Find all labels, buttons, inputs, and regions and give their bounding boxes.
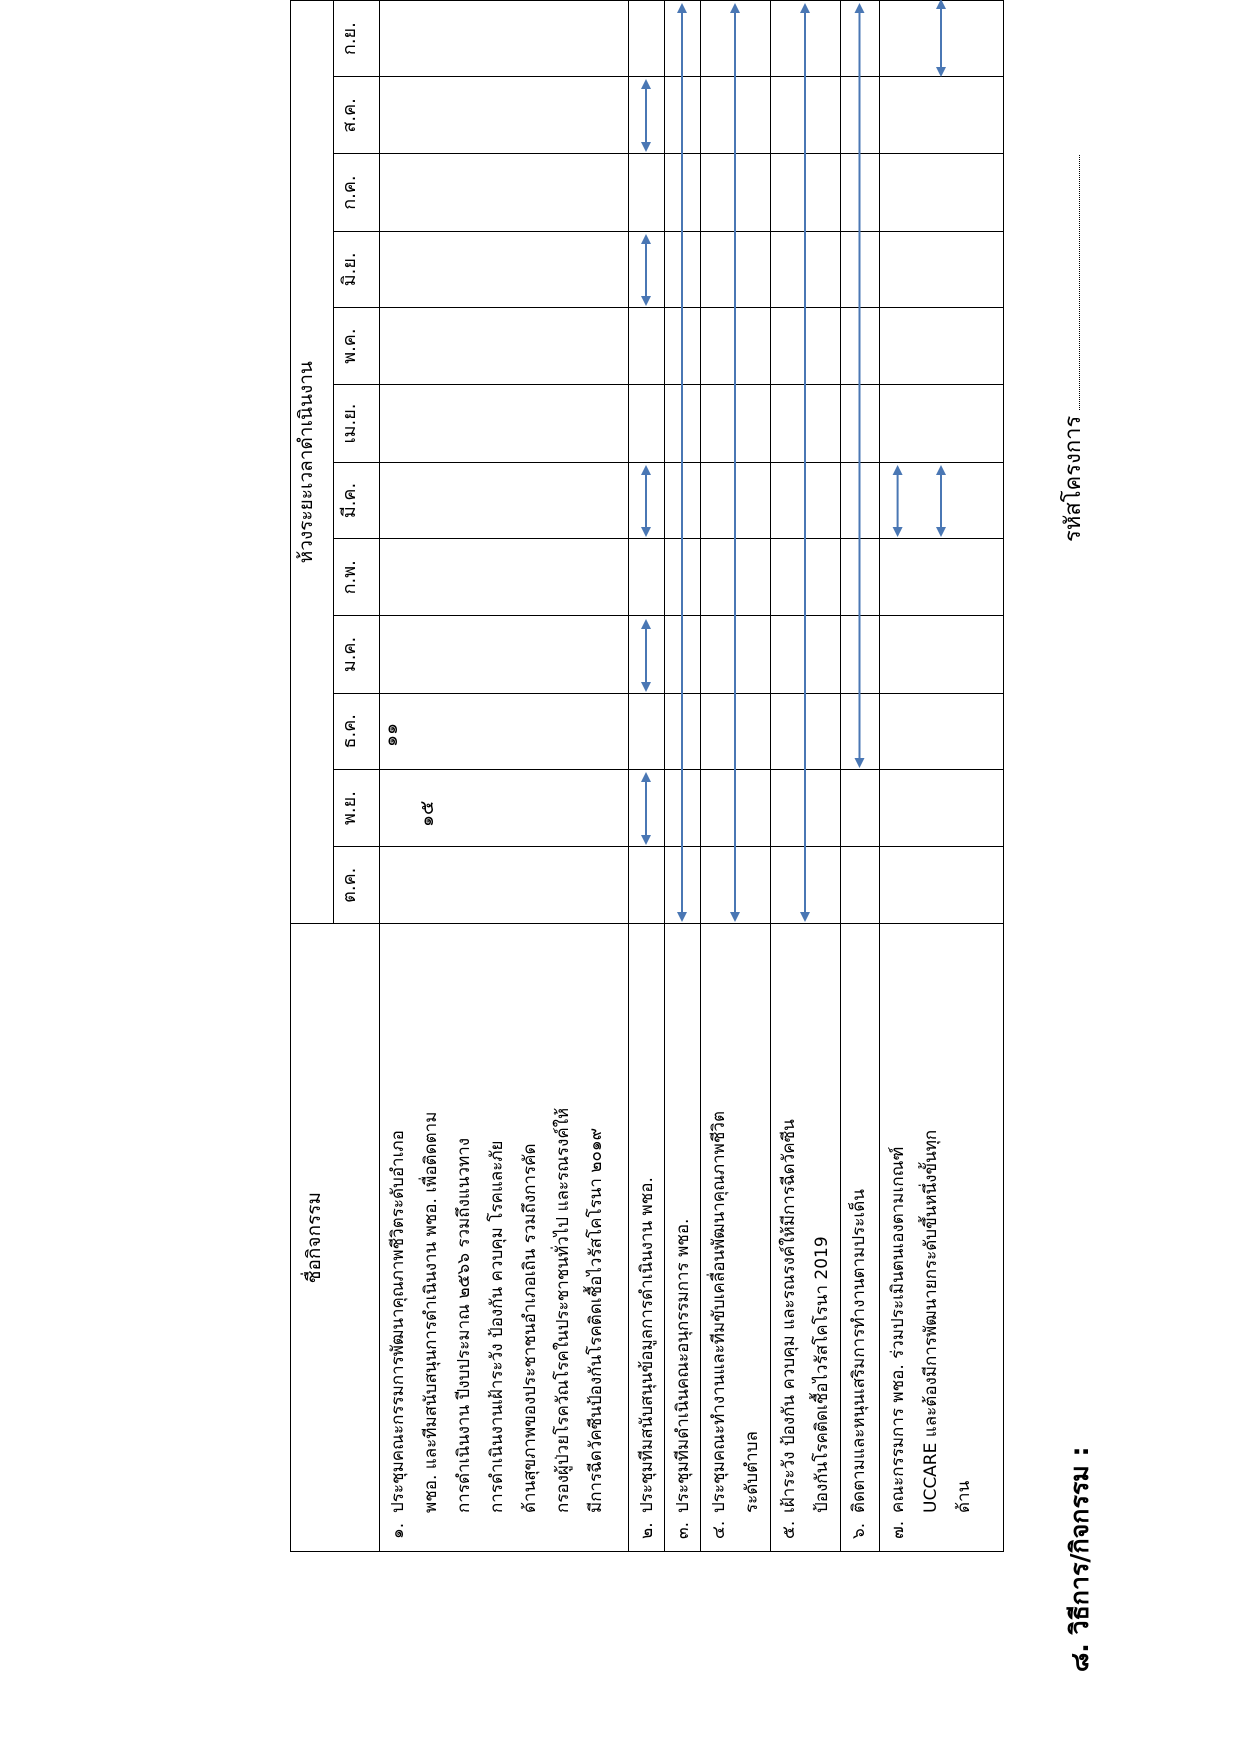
activity-text-line: ด้านสุขภาพของประชาชนอำเภอเถิน รวมถึงการคัด	[520, 1143, 540, 1513]
month-cell	[629, 616, 665, 693]
month-cell	[665, 385, 701, 463]
activity-number: ๔.	[709, 1520, 729, 1539]
month-cell	[880, 462, 1004, 538]
activity-text-line: ระดับตำบล	[742, 1431, 762, 1513]
table-row	[380, 1, 629, 1552]
activity-cell	[880, 924, 1004, 1552]
month-cell	[841, 539, 880, 616]
month-cell	[880, 385, 1004, 463]
month-cell	[380, 693, 629, 769]
month-cell	[665, 539, 701, 616]
month-cell	[380, 539, 629, 616]
activity-number: ๑.	[388, 1522, 408, 1539]
month-cell	[701, 693, 771, 769]
month-header: มิ.ย.	[334, 231, 380, 307]
month-cell	[880, 154, 1004, 231]
annotation-number: ๑๕	[416, 800, 438, 827]
header-period: ห้วงระยะเวลาดำเนินงาน	[291, 1, 334, 924]
month-cell	[629, 77, 665, 154]
month-cell	[701, 769, 771, 846]
activity-number: ๗.	[888, 1520, 908, 1539]
month-header: ธ.ค.	[334, 693, 380, 769]
month-header: พ.ค.	[334, 307, 380, 384]
month-cell	[841, 77, 880, 154]
month-cell	[771, 616, 841, 693]
month-cell	[771, 231, 841, 307]
activity-text-line: ติดตามและหนุนเสริมการทำงานตามประเด็น	[849, 1189, 869, 1513]
month-cell	[771, 385, 841, 463]
month-cell	[380, 1, 629, 77]
month-cell	[380, 77, 629, 154]
month-cell	[771, 769, 841, 846]
activity-number: ๕.	[779, 1520, 799, 1539]
month-header: ต.ค.	[334, 847, 380, 924]
activity-number: ๓.	[673, 1521, 693, 1539]
month-cell	[380, 385, 629, 463]
activity-number: ๖.	[849, 1522, 869, 1539]
month-header: ก.ค.	[334, 154, 380, 231]
month-cell	[841, 231, 880, 307]
section-title: ๘. วิธีการ/กิจกรรม :	[1065, 1446, 1094, 1672]
project-code-label: รหัสโครงการ	[1061, 415, 1086, 542]
month-cell	[380, 462, 629, 538]
table-row	[771, 1, 841, 1552]
month-cell	[629, 1, 665, 77]
header-activity: ชื่อกิจกรรม	[291, 924, 380, 1552]
month-cell	[701, 462, 771, 538]
month-cell	[841, 693, 880, 769]
month-cell	[665, 1, 701, 77]
month-cell	[380, 154, 629, 231]
project-code	[1055, 155, 1090, 542]
activity-text-line: ประชุมทีมดำเนินคณะอนุกรรมการ พชอ.	[673, 1218, 693, 1513]
month-cell	[771, 847, 841, 924]
activity-text-line: การดำเนินงานเฝ้าระวัง ป้องกัน ควบคุม โรคและภัย	[487, 1140, 507, 1513]
activity-text-line: UCCARE และต้องมีการพัฒนายกระดับขึ้นหนึ่งขั้นทุก	[921, 1129, 941, 1513]
month-cell	[841, 154, 880, 231]
month-cell	[880, 231, 1004, 307]
table-row	[841, 1, 880, 1552]
activity-text-line: ป้องกันโรคติดเชื้อไวรัสโคโรนา 2019	[812, 1236, 832, 1513]
activity-number: ๒.	[637, 1522, 657, 1539]
month-cell	[841, 462, 880, 538]
month-cell	[629, 539, 665, 616]
month-cell	[665, 693, 701, 769]
month-cell	[841, 769, 880, 846]
month-cell	[771, 462, 841, 538]
month-cell	[380, 847, 629, 924]
month-cell	[880, 77, 1004, 154]
month-header: ก.พ.	[334, 539, 380, 616]
month-cell	[841, 307, 880, 384]
month-cell	[665, 307, 701, 384]
month-cell	[701, 847, 771, 924]
activity-cell	[665, 924, 701, 1552]
month-cell	[665, 769, 701, 846]
activity-text-line: กรองผู้ป่วยโรควัณโรคในประชาชนทั่วไป และรณรงค์ให้	[553, 1107, 573, 1513]
month-cell	[665, 77, 701, 154]
month-cell	[629, 693, 665, 769]
month-cell	[629, 307, 665, 384]
month-header: พ.ย.	[334, 769, 380, 846]
activity-cell	[380, 924, 629, 1552]
activity-text-line: การดำเนินงาน ปีงบประมาณ ๒๕๖๖ รวมถึงแนวทาง	[454, 1137, 474, 1513]
month-cell	[841, 1, 880, 77]
activity-schedule-table	[290, 0, 1004, 1552]
activity-cell	[629, 924, 665, 1552]
month-cell	[841, 616, 880, 693]
month-cell	[880, 769, 1004, 846]
month-cell	[841, 847, 880, 924]
month-cell	[665, 231, 701, 307]
project-code-blank	[1061, 155, 1080, 410]
month-cell	[665, 847, 701, 924]
month-cell	[701, 1, 771, 77]
activity-text-line: ด้าน	[954, 1480, 974, 1513]
month-header: ม.ค.	[334, 616, 380, 693]
month-cell	[701, 154, 771, 231]
month-cell	[880, 847, 1004, 924]
month-cell	[629, 385, 665, 463]
annotation-number: ๑๑	[380, 722, 402, 747]
month-cell	[880, 1, 1004, 77]
month-cell	[880, 693, 1004, 769]
month-header: เม.ย.	[334, 385, 380, 463]
month-header: มี.ค.	[334, 462, 380, 538]
activity-text-line: ประชุมทีมสนับสนุนข้อมูลการดำเนินงาน พชอ.	[637, 1177, 657, 1513]
month-cell	[880, 616, 1004, 693]
month-cell	[771, 77, 841, 154]
month-cell	[701, 539, 771, 616]
month-cell	[665, 154, 701, 231]
month-cell	[771, 1, 841, 77]
activity-text-line: ประชุมคณะกรรมการพัฒนาคุณภาพชีวิตระดับอำเภอ	[388, 1130, 408, 1513]
table-row	[665, 1, 701, 1552]
activity-cell	[771, 924, 841, 1552]
month-cell	[841, 385, 880, 463]
activity-text-line: มีการฉีดวัคซีนป้องกันโรคติดเชื้อไวรัสโคโรนา ๒๐๑๙	[586, 1127, 606, 1513]
activity-text-line: ประชุมคณะทำงานและทีมขับเคลื่อนพัฒนาคุณภาพชีวิต	[709, 1110, 729, 1513]
activity-text-line: พชอ. และทีมสนับสนุนการดำเนินงาน พชอ. เพื่อติดตาม	[421, 1111, 441, 1513]
month-cell	[629, 154, 665, 231]
activity-text-line: คณะกรรมการ พชอ. ร่วมประเมินตนเองตามเกณฑ์	[888, 1146, 908, 1513]
month-cell	[665, 462, 701, 538]
month-cell	[771, 539, 841, 616]
month-cell	[701, 231, 771, 307]
month-cell	[380, 307, 629, 384]
month-header: ส.ค.	[334, 77, 380, 154]
month-cell	[771, 693, 841, 769]
month-cell	[629, 231, 665, 307]
month-cell	[380, 616, 629, 693]
activity-cell	[841, 924, 880, 1552]
month-header: ก.ย.	[334, 1, 380, 77]
month-cell	[629, 769, 665, 846]
month-cell	[701, 616, 771, 693]
month-cell	[701, 385, 771, 463]
activity-text-line: เฝ้าระวัง ป้องกัน ควบคุม และรณรงค์ให้มีการฉีดวัคซีน	[779, 1119, 799, 1513]
table-row	[701, 1, 771, 1552]
month-cell	[771, 154, 841, 231]
month-cell	[880, 307, 1004, 384]
activity-cell	[701, 924, 771, 1552]
month-cell	[701, 77, 771, 154]
table-row	[880, 1, 1004, 1552]
month-cell	[665, 616, 701, 693]
month-cell	[701, 307, 771, 384]
table-row	[629, 1, 665, 1552]
month-cell	[380, 231, 629, 307]
month-cell	[629, 462, 665, 538]
month-cell	[880, 539, 1004, 616]
month-cell	[771, 307, 841, 384]
month-cell	[629, 847, 665, 924]
